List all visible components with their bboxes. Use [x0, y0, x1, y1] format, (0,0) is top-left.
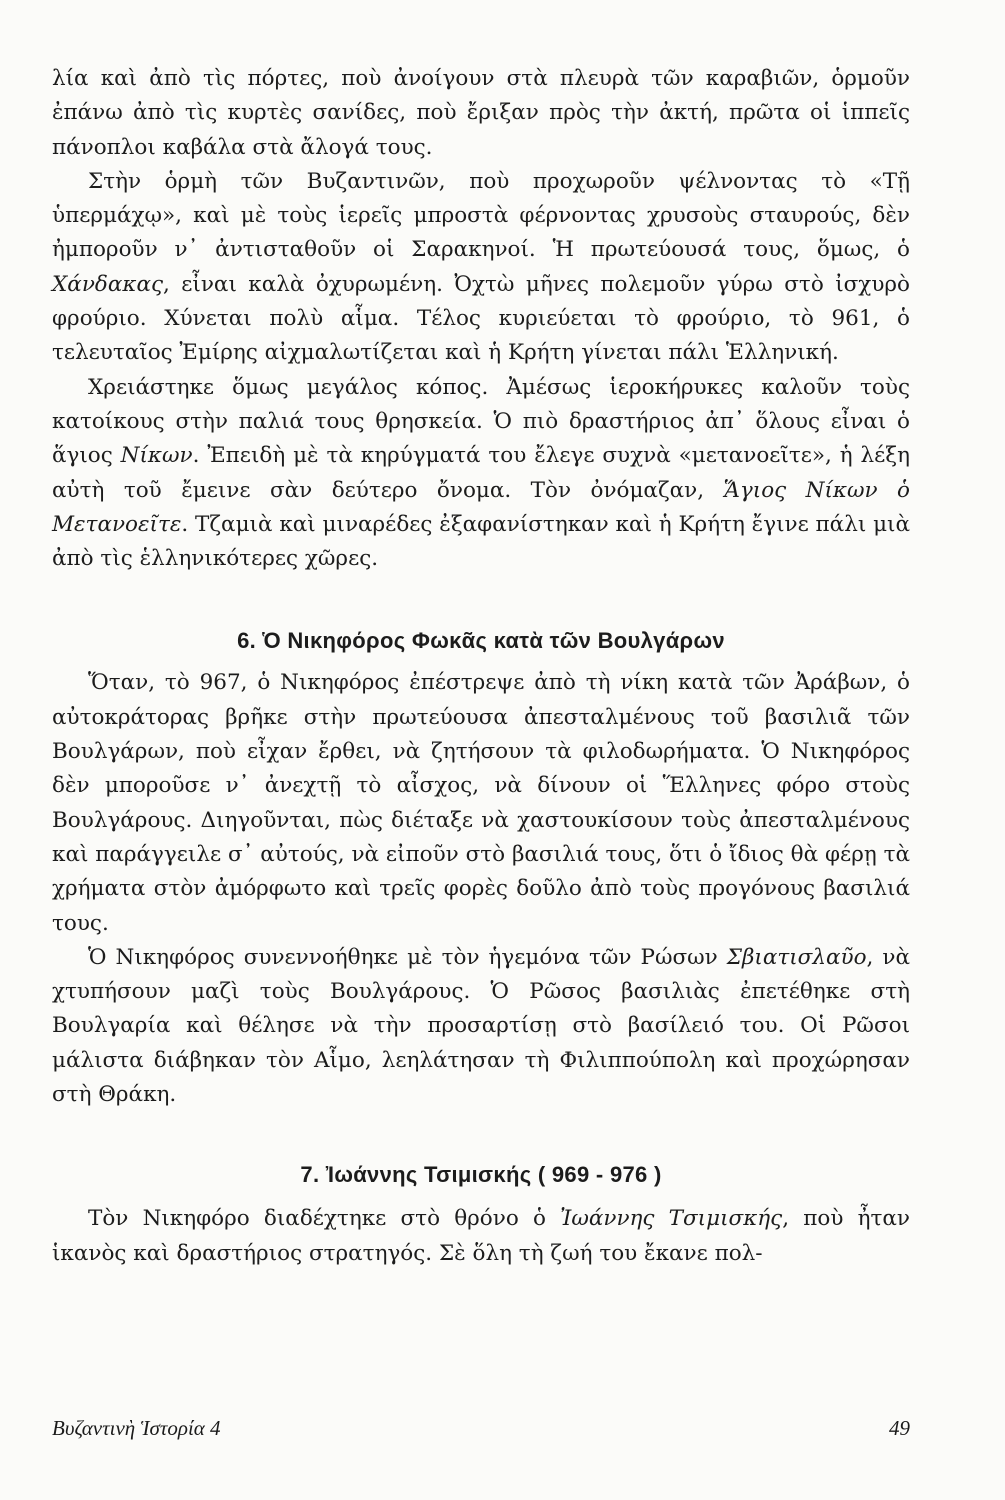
- printer-signature: Βυζαντινὴ Ἱστορία 4: [52, 1416, 221, 1440]
- text-run: Ὁ Νικηφόρος συνεννοήθηκε μὲ τὸν ἡγεμόνα τῶν Ρώσων: [88, 944, 727, 970]
- text-run: , εἶναι καλὰ ὀχυρωμένη. Ὀχτὼ μῆνες πολεμοῦν γύρω στὸ ἰσχυρὸ φρούριο. Χύνεται πολὺ αἷμα. Τέλος κυριεύεται τὸ φρούριο, τὸ 961, ὁ τελευταῖος Ἐμίρης αἰχμαλωτίζεται καὶ ἡ Κρήτη γίνεται πάλι Ἑλληνική.: [52, 271, 910, 366]
- paragraph-p5: [52, 941, 910, 1112]
- section-bottom: [52, 1202, 910, 1271]
- italic-term: Σβιατισλαῦο: [726, 944, 867, 970]
- text-run: , ποὺ ἦταν ἱκανὸς καὶ δραστήριος στρατηγός. Σὲ ὅλη τὴ ζωή του ἔκανε πολ-: [52, 1206, 910, 1266]
- italic-term: Ἅγιος Νίκων ὁ Μετανοεῖτε: [52, 477, 910, 537]
- section-mid: [52, 666, 910, 1112]
- text-run: λία καὶ ἀπὸ τὶς πόρτες, ποὺ ἀνοίγουν στὰ πλευρὰ τῶν καραβιῶν, ὁρμοῦν ἐπάνω ἀπὸ τὶς κυρτὲς σανίδες, ποὺ ἔριξαν πρὸς τὴν ἀκτή, πρῶτα οἱ ἱππεῖς πάνοπλοι καβάλα στὰ ἄλογά τους.: [52, 66, 910, 160]
- italic-term: Νίκων: [120, 443, 193, 469]
- paragraph-p6: [52, 1202, 910, 1271]
- paragraph-p3: [52, 371, 910, 577]
- page-number: 49: [889, 1416, 910, 1440]
- text-run: Ὅταν, τὸ 967, ὁ Νικηφόρος ἐπέστρεψε ἀπὸ τὴ νίκη κατὰ τῶν Ἀράβων, ὁ αὐτοκράτορας βρῆκε στὴν πρωτεύουσα ἀπεσταλμένους τοῦ βασιλιᾶ τῶν Βουλγάρων, ποὺ εἶχαν ἔρθει, νὰ ζητήσουν τὰ φιλοδωρήματα. Ὁ Νικηφόρος δὲν μποροῦσε ν᾽ ἀνεχτῇ τὸ αἶσχος, νὰ δίνουν οἱ Ἕλληνες φόρο στοὺς Βουλγάρους. Διηγοῦνται, πὼς διέταξε νὰ χαστουκίσουν τοὺς ἀπεσταλμένους καὶ παράγγειλε σ᾽ αὐτούς, νὰ εἰποῦν στὸ βασιλιά τους, ὅτι ὁ ἴδιος θὰ φέρῃ τὰ χρήματα στὸν ἀμόρφωτο καὶ τρεῖς φορὲς δοῦλο ἀπὸ τοὺς προγόνους βασιλιά τους.: [52, 670, 910, 936]
- text-run: . Τζαμιὰ καὶ μιναρέδες ἐξαφανίστηκαν καὶ ἡ Κρήτη ἔγινε πάλι μιὰ ἀπὸ τὶς ἑλληνικότερες χῶρες.: [52, 511, 911, 572]
- paragraph-p4: [52, 666, 910, 940]
- italic-term: Ἰωάννης Τσιμισκής: [560, 1206, 783, 1232]
- text-run: Στὴν ὁρμὴ τῶν Βυζαντινῶν, ποὺ προχωροῦν ψέλνοντας τὸ «Τῇ ὑπερμάχῳ», καὶ μὲ τοὺς ἱερεῖς μπροστὰ φέρνοντας χρυσοὺς σταυρούς, δὲν ἠμποροῦν ν᾽ ἀντισταθοῦν οἱ Σαρακηνοί. Ἡ πρωτεύουσά τους, ὅμως, ὁ: [52, 168, 910, 263]
- section-top: [52, 62, 910, 576]
- paragraph-p2: [52, 165, 910, 371]
- section-heading-7: 7. Ἰωάννης Τσιμισκής ( 969 - 976 ): [300, 1162, 662, 1188]
- text-run: . Ἐπειδὴ μὲ τὰ κηρύγματά του ἔλεγε συχνὰ «μετανοεῖτε», ἡ λέξη αὐτὴ τοῦ ἔμεινε σὰν δεύτερο ὄνομα. Τὸν ὀνόμαζαν,: [52, 443, 910, 503]
- page-body: [52, 62, 910, 1271]
- section-heading-6: 6. Ὁ Νικηφόρος Φωκᾶς κατὰ τῶν Βουλγάρων: [237, 628, 725, 654]
- text-run: , νὰ χτυπήσουν μαζὶ τοὺς Βουλγάρους. Ὁ Ρῶσος βασιλιὰς ἐπετέθηκε στὴ Βουλγαρία καὶ θέλησε νὰ τὴν προσαρτίσῃ στὸ βασίλειό του. Οἱ Ρῶσοι μάλιστα διάβηκαν τὸν Αἷμο, λεηλάτησαν τὴ Φιλιππούπολη καὶ προχώρησαν στὴ Θράκη.: [52, 944, 910, 1108]
- text-run: Τὸν Νικηφόρο διαδέχτηκε στὸ θρόνο ὁ: [88, 1206, 561, 1232]
- text-run: Χρειάστηκε ὅμως μεγάλος κόπος. Ἀμέσως ἱεροκήρυκες καλοῦν τοὺς κατοίκους στὴν παλιά τους θρησκεία. Ὁ πιὸ δραστήριος ἀπ᾽ ὅλους εἶναι ὁ ἅγιος: [52, 374, 910, 469]
- page-footer: [52, 1416, 910, 1441]
- paragraph-p1: [52, 62, 910, 165]
- italic-term: Χάνδακας: [52, 271, 164, 297]
